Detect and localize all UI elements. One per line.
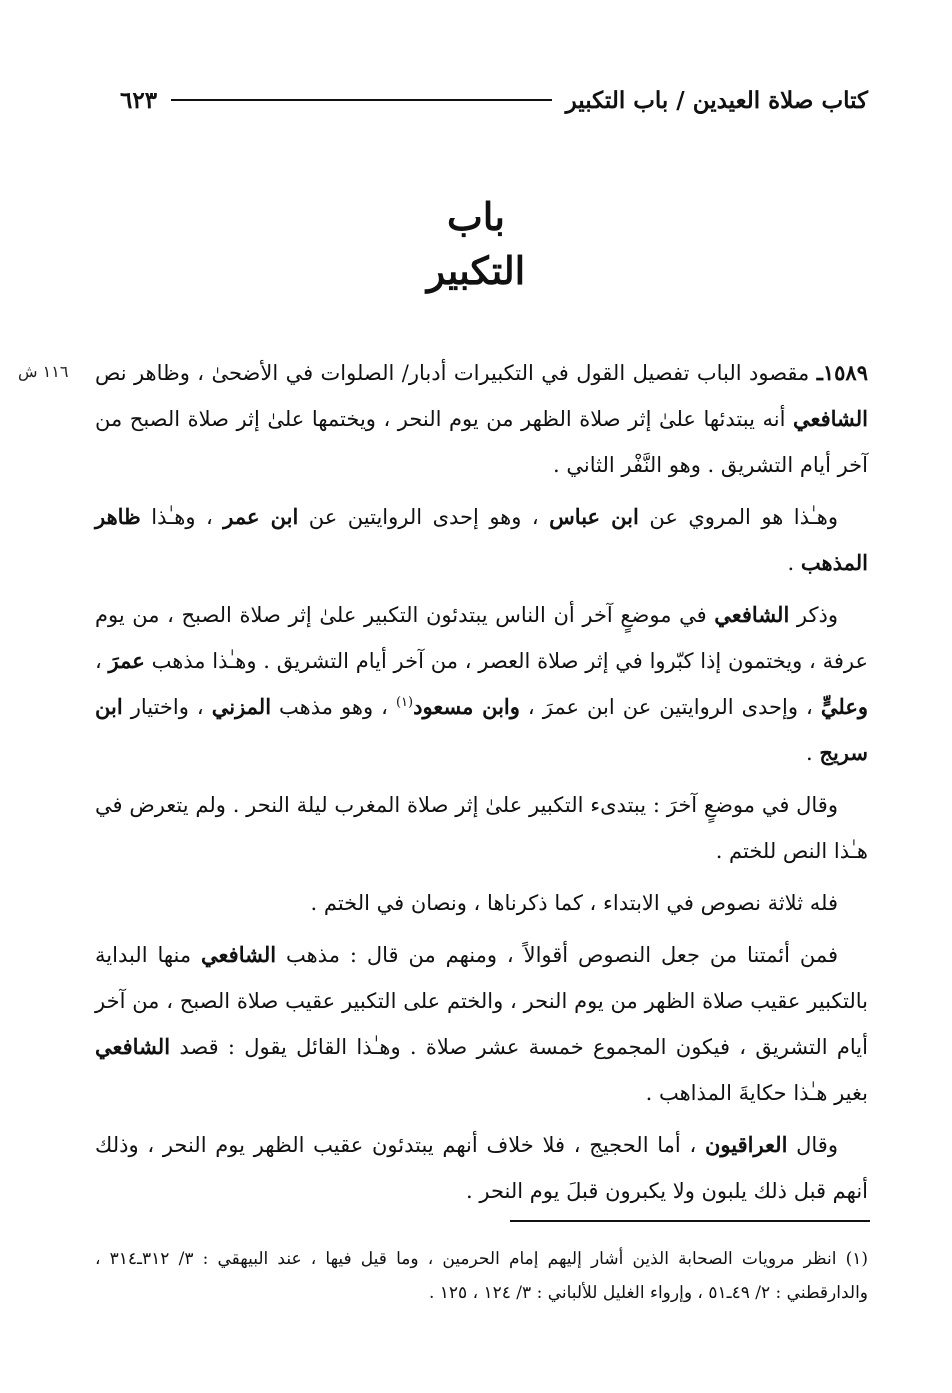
text-run: بغير هـٰذا حكايةَ المذاهب . (645, 1081, 868, 1105)
bold-name: الشافعي (792, 406, 868, 431)
text-run: فمن أئمتنا من جعل النصوص أقوالاً ، ومنهم من قال : مذهب (276, 943, 839, 967)
text-run: . (806, 741, 820, 765)
text-run: وهـٰذا هو المروي عن (638, 505, 838, 529)
bold-name: الشافعي (201, 942, 277, 967)
text-run: أنه يبتدئها علىٰ إثر صلاة الظهر من يوم النحر ، ويختمها علىٰ إثر صلاة الصبح من آخر أيام التشريق . وهو النَّفْر الثاني . (95, 407, 868, 477)
bold-name: ابن عمر (223, 504, 299, 529)
bold-name: وابن مسعود (413, 694, 520, 719)
text-run: ، وإحدى الروايتين عن ابن عمرَ ، (519, 695, 821, 719)
footnote-rule (510, 1220, 870, 1222)
running-header-title: كتاب صلاة العيدين / باب التكبير (565, 86, 868, 114)
bold-name: وعليٍّ (820, 694, 868, 719)
bold-name: الشافعي (714, 602, 790, 627)
paragraph-4 (95, 782, 868, 874)
footnotes (95, 1242, 868, 1310)
bold-name: الشافعي (95, 1034, 171, 1059)
page-number: ٦٢٣ (120, 86, 158, 114)
bold-name: ابن سريج (95, 694, 868, 765)
paragraph-2 (95, 494, 868, 586)
text-run: ، وهـٰذا (140, 505, 224, 529)
header-rule (171, 99, 552, 101)
text-run: ، (95, 649, 109, 673)
bold-name: عمرَ (108, 648, 145, 673)
footnote-1: (١) انظر مرويات الصحابة الذين أشار إليهم إمام الحرمين ، وما قيل فيها ، عند البيهقي : ٣/ ٣١٢ـ٣١٤ ، والدارقطني : ٢/ ٤٩ـ٥١ ، وإرواء الغليل للألباني : ٣/ ١٢٤ ، ١٢٥ . (95, 1249, 869, 1303)
paragraph-5 (95, 880, 868, 926)
chapter-heading (0, 190, 952, 298)
paragraph-number: ١٥٨٩ـ (816, 360, 868, 385)
text-run: في موضعٍ آخر أن الناس يبتدئون التكبير علىٰ إثر صلاة الصبح ، من يوم عرفة ، ويختمون إذا كبّروا في إثر صلاة العصر ، من آخر أيام التشريق . وهـٰذا مذهب (95, 603, 869, 673)
chapter-heading-line1: باب (447, 194, 505, 239)
text-run: ، أما الحجيج ، فلا خلاف أنهم يبتدئون عقيب الظهر يوم النحر ، وذلك أنهم قبل ذلك يلبون ولا يكبرون قبلَ يوم النحر . (95, 1133, 868, 1203)
text-run: ، واختيار (122, 695, 212, 719)
paragraph-3 (95, 592, 868, 776)
text-run: وقال في موضعٍ آخرَ : يبتدىء التكبير علىٰ إثر صلاة المغرب ليلة النحر . ولم يتعرض في هـٰذا النص للختم . (95, 793, 868, 863)
paragraph-7 (95, 1122, 868, 1214)
paragraph-1589 (95, 350, 868, 488)
text-run: ، وهو مذهب (271, 695, 396, 719)
text-run: . (787, 551, 801, 575)
text-run: وقال (787, 1133, 838, 1157)
text-run: مقصود الباب تفصيل القول في التكبيرات أدبار/ الصلوات في الأضحىٰ ، وظاهر نص (95, 361, 817, 385)
text-run: منها البداية بالتكبير عقيب صلاة الظهر من يوم النحر ، والختم على التكبير عقيب صلاة الصبح ، من آخر أيام التشريق ، فيكون المجموع خمسة عشر صلاة . وهـٰذا القائل يقول : قصد (95, 943, 868, 1059)
footnote-marker: (١) (395, 695, 414, 710)
paragraph-6 (95, 932, 868, 1116)
bold-name: ظاهر المذهب (95, 504, 868, 575)
text-run: وذكر (789, 603, 838, 627)
chapter-heading-line2: التكبير (426, 248, 526, 293)
body-text (95, 350, 868, 1220)
text-run: فله ثلاثة نصوص في الابتداء ، كما ذكرناها ، ونصان في الختم . (310, 891, 838, 915)
running-header (120, 80, 868, 120)
bold-name: ابن عباس (549, 504, 639, 529)
bold-name: العراقيون (704, 1132, 788, 1157)
text-run: ، وهو إحدى الروايتين عن (298, 505, 550, 529)
margin-note: ١١٦ ش (18, 362, 69, 381)
bold-name: المزني (211, 694, 272, 719)
